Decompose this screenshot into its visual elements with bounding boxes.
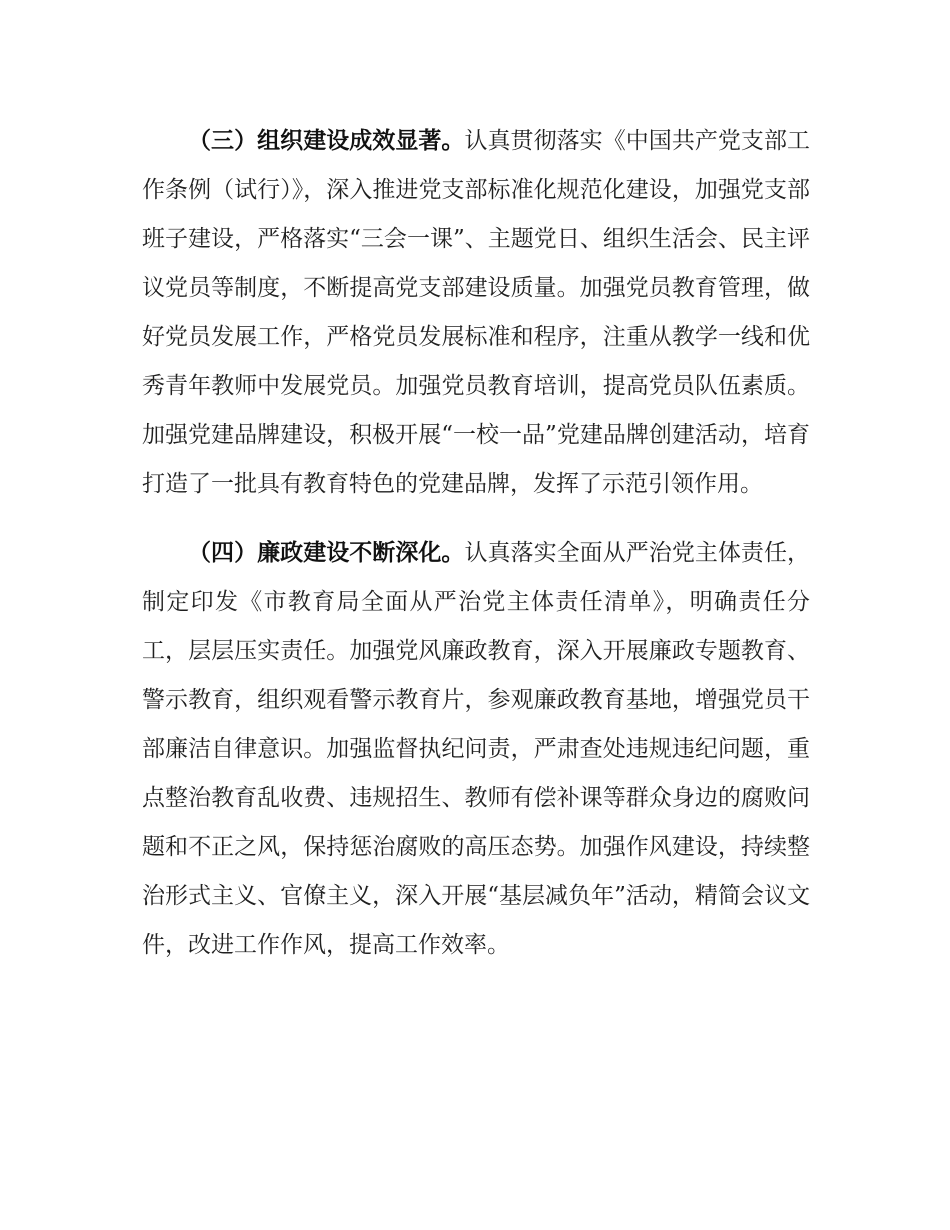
paragraph-heading: （三）组织建设成效显著。 [188, 128, 465, 154]
paragraph-organization-building [142, 117, 810, 509]
document-body [142, 117, 810, 990]
paragraph-heading: （四）廉政建设不断深化。 [188, 540, 465, 566]
paragraph-text: 认真贯彻落实《中国共产党支部工作条例（试行）》，深入推进党支部标准化规范化建设，加强党支部班子建设，严格落实“三会一课”、主题党日、组织生活会、民主评议党员等制度，不断提高党支部建设质量。加强党员教育管理，做好党员发展工作，严格党员发展标准和程序，注重从教学一线和优秀青年教师中发展党员。加强党员教育培训，提高党员队伍素质。加强党建品牌建设，积极开展“一校一品”党建品牌创建活动，培育打造了一批具有教育特色的党建品牌，发挥了示范引领作用。 [142, 128, 811, 497]
paragraph-text: 认真落实全面从严治党主体责任，制定印发《市教育局全面从严治党主体责任清单》，明确责任分工，层层压实责任。加强党风廉政教育，深入开展廉政专题教育、警示教育，组织观看警示教育片，参观廉政教育基地，增强党员干部廉洁自律意识。加强监督执纪问责，严肃查处违规违纪问题，重点整治教育乱收费、违规招生、教师有偿补课等群众身边的腐败问题和不正之风，保持惩治腐败的高压态势。加强作风建设，持续整治形式主义、官僚主义，深入开展“基层减负年”活动，精简会议文件，改进工作作风，提高工作效率。 [142, 540, 811, 958]
paragraph-integrity-building [142, 529, 810, 970]
